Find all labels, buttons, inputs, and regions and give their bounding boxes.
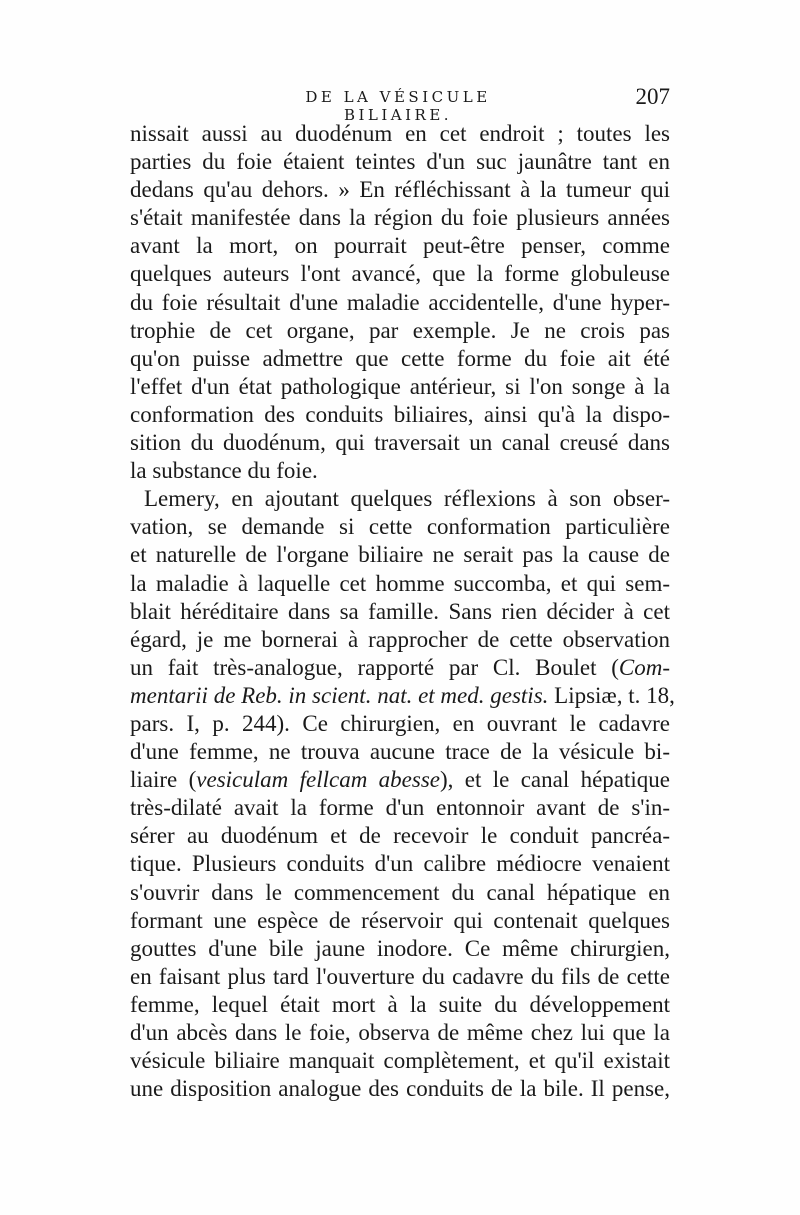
page-number: 207 (635, 84, 670, 109)
running-head: DE LA VÉSICULE BILIAIRE. (305, 88, 491, 124)
text-segment: Lipsiæ, t. 18, (548, 682, 675, 708)
text-line: parties du foie étaient teintes d'un suc jaunâtre tant en (130, 149, 670, 175)
citation-title: Com- (618, 654, 670, 680)
text-line: formant une espèce de réservoir qui contenait quelques (130, 907, 670, 933)
paragraph-2 (130, 485, 675, 1103)
text-line: qu'on puisse admettre que cette forme du foie ait été (130, 345, 670, 371)
text-segment: ), et le canal hépatique (440, 767, 671, 793)
text-line: dedans qu'au dehors. » En réfléchissant à la tumeur qui (130, 177, 670, 203)
text-line: et naturelle de l'organe biliaire ne serait pas la cause de (130, 542, 670, 568)
citation-title: mentarii de Reb. in scient. nat. et med. gestis. (130, 682, 549, 708)
text-line: d'un abcès dans le foie, observa de même chez lui que la (130, 1020, 670, 1045)
text-line: gouttes d'une bile jaune inodore. Ce même chirurgien, (130, 935, 670, 961)
text-line: la substance du foie. (130, 458, 318, 484)
text-line: égard, je me bornerai à rapprocher de cette observation (130, 626, 670, 652)
text-line: conformation des conduits biliaires, ainsi qu'à la dispo- (130, 401, 670, 427)
text-line (130, 682, 675, 710)
text-line: femme, lequel était mort à la suite du développement (130, 991, 670, 1017)
text-line: pars. I, p. 244). Ce chirurgien, en ouvrant le cadavre (130, 710, 670, 736)
body-text (130, 120, 675, 1103)
text-segment: liaire ( (130, 767, 197, 793)
paragraph-1 (130, 120, 670, 485)
latin-quote: vesiculam fellcam abesse (196, 767, 440, 793)
text-line: blait héréditaire dans sa famille. Sans rien décider à cet (130, 598, 670, 624)
text-segment: un fait très-analogue, rapporté par Cl. Boulet ( (130, 654, 619, 680)
text-line: avant la mort, on pourrait peut-être penser, comme (130, 233, 670, 259)
text-line (130, 766, 670, 794)
text-line: la maladie à laquelle cet homme succomba, et qui sem- (130, 570, 670, 596)
text-line: sérer au duodénum et de recevoir le conduit pancréa- (130, 823, 670, 849)
text-line: une disposition analogue des conduits de la bile. Il pense, (130, 1076, 670, 1102)
text-line (130, 654, 670, 682)
text-line: du foie résultait d'une maladie accidentelle, d'une hyper- (130, 289, 670, 315)
text-line: trophie de cet organe, par exemple. Je ne crois pas (130, 317, 670, 343)
text-line: vation, se demande si cette conformation particulière (130, 514, 670, 540)
text-line: très-dilaté avait la forme d'un entonnoir avant de s'in- (130, 795, 670, 821)
text-line: vésicule biliaire manquait complètement, et qu'il existait (130, 1048, 670, 1074)
text-line: Lemery, en ajoutant quelques réflexions à son obser- (144, 486, 670, 512)
text-line: tique. Plusieurs conduits d'un calibre médiocre venaient (130, 851, 670, 877)
text-line: sition du duodénum, qui traversait un canal creusé dans (130, 430, 670, 456)
text-line: d'une femme, ne trouva aucune trace de la vésicule bi- (130, 739, 670, 765)
text-line: en faisant plus tard l'ouverture du cadavre du fils de cette (130, 963, 670, 989)
text-line: quelques auteurs l'ont avancé, que la forme globuleuse (130, 261, 670, 287)
text-line: nissait aussi au duodénum en cet endroit ; toutes les (130, 121, 670, 146)
text-line: s'ouvrir dans le commencement du canal hépatique en (130, 879, 670, 905)
text-line: l'effet d'un état pathologique antérieur, si l'on songe à la (130, 373, 670, 399)
text-line: s'était manifestée dans la région du foie plusieurs années (130, 205, 670, 231)
